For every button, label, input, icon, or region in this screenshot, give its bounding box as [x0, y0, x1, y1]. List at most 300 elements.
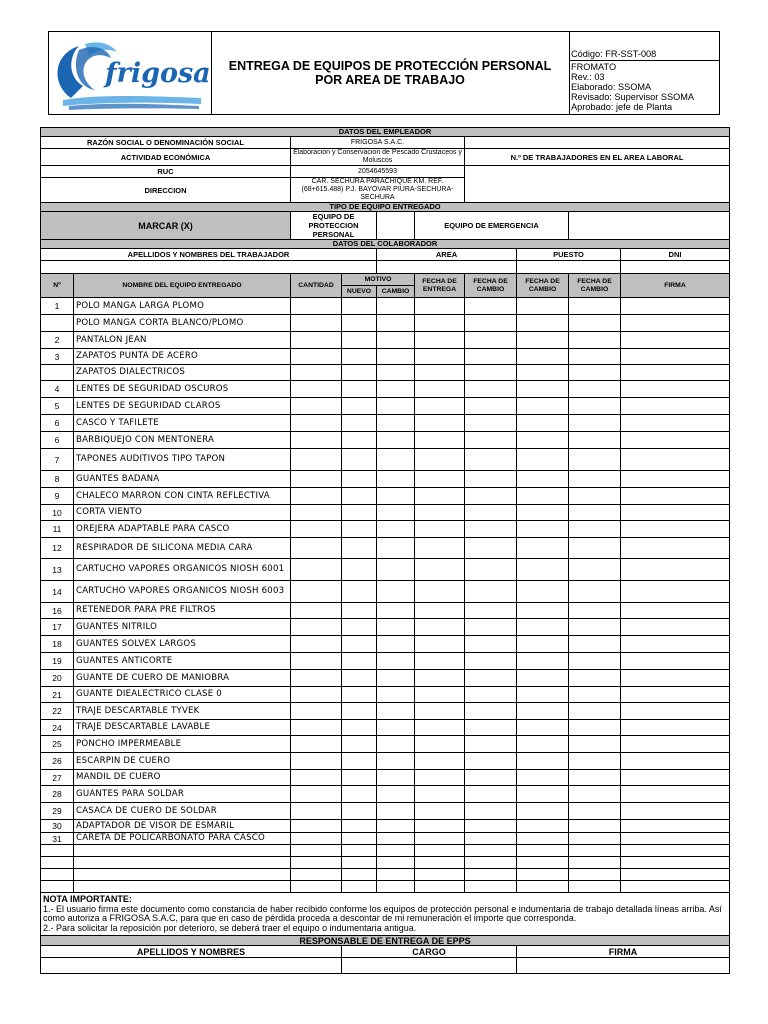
- firma-cell[interactable]: [621, 736, 730, 753]
- epp-form-table: [40, 127, 730, 974]
- fecha-cambio-cell[interactable]: [465, 432, 517, 449]
- fecha-entrega-cell[interactable]: [415, 833, 465, 845]
- cantidad-cell[interactable]: [291, 381, 342, 398]
- cantidad-cell[interactable]: [291, 653, 342, 670]
- col-fecha-entrega: FECHA DE ENTREGA: [415, 274, 465, 298]
- cantidad-cell[interactable]: [291, 488, 342, 505]
- fecha-cambio-cell[interactable]: [465, 619, 517, 636]
- fecha-cambio-cell[interactable]: [465, 753, 517, 770]
- cantidad-cell[interactable]: [291, 720, 342, 736]
- nuevo-cell[interactable]: [342, 365, 377, 381]
- fecha-entrega-cell[interactable]: [415, 720, 465, 736]
- cantidad-cell[interactable]: [291, 603, 342, 619]
- item-name: CARTUCHO VAPORES ORGANICOS NIOSH 6003: [74, 581, 291, 603]
- fecha-cambio-cell[interactable]: [517, 471, 569, 488]
- cantidad-cell[interactable]: [291, 332, 342, 349]
- cantidad-cell[interactable]: [291, 398, 342, 415]
- fecha-cambio-cell[interactable]: [569, 398, 621, 415]
- fecha-cambio-cell[interactable]: [465, 365, 517, 381]
- fecha-cambio-cell[interactable]: [517, 365, 569, 381]
- cantidad-cell[interactable]: [291, 753, 342, 770]
- cambio-cell[interactable]: [377, 703, 415, 720]
- cambio-cell[interactable]: [377, 786, 415, 803]
- cantidad-cell[interactable]: [291, 833, 342, 845]
- firma-cell[interactable]: [621, 753, 730, 770]
- fecha-entrega-cell[interactable]: [415, 488, 465, 505]
- cambio-cell[interactable]: [377, 315, 415, 332]
- cambio-cell[interactable]: [377, 505, 415, 521]
- fecha-cambio-cell[interactable]: [465, 398, 517, 415]
- fecha-entrega-cell[interactable]: [415, 471, 465, 488]
- fecha-cambio-cell[interactable]: [517, 315, 569, 332]
- cantidad-cell[interactable]: [291, 471, 342, 488]
- firma-cell[interactable]: [621, 415, 730, 432]
- cantidad-cell[interactable]: [291, 298, 342, 315]
- fecha-cambio-cell[interactable]: [569, 432, 621, 449]
- table-row: [41, 315, 730, 332]
- fecha-entrega-cell[interactable]: [415, 753, 465, 770]
- fecha-cambio-cell[interactable]: [465, 415, 517, 432]
- nuevo-cell[interactable]: [342, 753, 377, 770]
- cambio-cell[interactable]: [377, 720, 415, 736]
- item-name: RESPIRADOR DE SILICONA MEDIA CARA: [74, 538, 291, 559]
- firma-cell[interactable]: [621, 720, 730, 736]
- fecha-cambio-cell[interactable]: [569, 449, 621, 471]
- fecha-cambio-cell[interactable]: [517, 720, 569, 736]
- fecha-entrega-cell[interactable]: [415, 415, 465, 432]
- firma-cell[interactable]: [621, 349, 730, 365]
- fecha-cambio-cell[interactable]: [517, 449, 569, 471]
- cantidad-cell[interactable]: [291, 786, 342, 803]
- cantidad-cell[interactable]: [291, 415, 342, 432]
- item-number: 9: [41, 488, 74, 505]
- firma-cell[interactable]: [621, 521, 730, 538]
- cantidad-cell[interactable]: [291, 559, 342, 581]
- fecha-cambio-cell[interactable]: [517, 488, 569, 505]
- nuevo-cell[interactable]: [342, 687, 377, 703]
- fecha-cambio-cell[interactable]: [517, 736, 569, 753]
- cambio-cell[interactable]: [377, 770, 415, 786]
- fecha-entrega-cell[interactable]: [415, 670, 465, 687]
- fecha-entrega-cell[interactable]: [415, 803, 465, 820]
- item-name: CASACA DE CUERO DE SOLDAR: [74, 803, 291, 820]
- fecha-entrega-cell[interactable]: [415, 559, 465, 581]
- cambio-cell[interactable]: [377, 559, 415, 581]
- fecha-cambio-cell[interactable]: [517, 619, 569, 636]
- cambio-cell[interactable]: [377, 581, 415, 603]
- fecha-cambio-cell[interactable]: [569, 603, 621, 619]
- nuevo-cell[interactable]: [342, 432, 377, 449]
- fecha-cambio-cell[interactable]: [465, 687, 517, 703]
- fecha-entrega-cell[interactable]: [415, 603, 465, 619]
- cantidad-cell[interactable]: [291, 670, 342, 687]
- resp-apellidos-field[interactable]: [41, 958, 342, 974]
- cantidad-cell[interactable]: [291, 687, 342, 703]
- item-number: [41, 365, 74, 381]
- fecha-entrega-cell[interactable]: [415, 315, 465, 332]
- formato: FROMATO: [571, 62, 617, 72]
- fecha-cambio-cell[interactable]: [569, 521, 621, 538]
- fecha-cambio-cell[interactable]: [465, 581, 517, 603]
- cambio-cell[interactable]: [377, 538, 415, 559]
- firma-cell[interactable]: [621, 488, 730, 505]
- firma-cell[interactable]: [621, 471, 730, 488]
- fecha-cambio-cell[interactable]: [569, 471, 621, 488]
- cantidad-cell[interactable]: [291, 349, 342, 365]
- firma-cell[interactable]: [621, 670, 730, 687]
- cambio-cell[interactable]: [377, 619, 415, 636]
- fecha-cambio-cell[interactable]: [569, 488, 621, 505]
- nuevo-cell[interactable]: [342, 833, 377, 845]
- item-number: 25: [41, 736, 74, 753]
- fecha-cambio-cell[interactable]: [517, 653, 569, 670]
- fecha-cambio-cell[interactable]: [517, 603, 569, 619]
- cantidad-cell[interactable]: [291, 636, 342, 653]
- trabajadores-label: N.º DE TRABAJADORES EN EL AREA LABORAL: [465, 149, 730, 166]
- cambio-cell[interactable]: [377, 349, 415, 365]
- cantidad-cell[interactable]: [291, 703, 342, 720]
- firma-cell[interactable]: [621, 820, 730, 833]
- nuevo-cell[interactable]: [342, 619, 377, 636]
- fecha-cambio-cell[interactable]: [517, 753, 569, 770]
- fecha-entrega-cell[interactable]: [415, 636, 465, 653]
- document-title: [229, 59, 552, 87]
- fecha-cambio-cell[interactable]: [517, 687, 569, 703]
- fecha-cambio-cell[interactable]: [465, 720, 517, 736]
- firma-cell[interactable]: [621, 786, 730, 803]
- fecha-entrega-cell[interactable]: [415, 432, 465, 449]
- fecha-cambio-cell[interactable]: [517, 670, 569, 687]
- nuevo-cell[interactable]: [342, 581, 377, 603]
- cantidad-cell[interactable]: [291, 521, 342, 538]
- cambio-cell[interactable]: [377, 415, 415, 432]
- fecha-cambio-cell[interactable]: [569, 581, 621, 603]
- fecha-cambio-cell[interactable]: [569, 365, 621, 381]
- fecha-cambio-cell[interactable]: [465, 332, 517, 349]
- fecha-cambio-cell[interactable]: [569, 538, 621, 559]
- fecha-cambio-cell[interactable]: [517, 636, 569, 653]
- item-name: OREJERA ADAPTABLE PARA CASCO: [74, 521, 291, 538]
- emergencia-mark-box[interactable]: [569, 212, 730, 240]
- nuevo-cell[interactable]: [342, 471, 377, 488]
- fecha-entrega-cell[interactable]: [415, 820, 465, 833]
- cambio-cell[interactable]: [377, 381, 415, 398]
- cambio-cell[interactable]: [377, 432, 415, 449]
- fecha-cambio-cell[interactable]: [569, 687, 621, 703]
- fecha-cambio-cell[interactable]: [517, 770, 569, 786]
- fecha-cambio-cell[interactable]: [517, 415, 569, 432]
- fecha-cambio-cell[interactable]: [569, 505, 621, 521]
- fecha-cambio-cell[interactable]: [465, 820, 517, 833]
- cantidad-cell[interactable]: [291, 432, 342, 449]
- cantidad-cell[interactable]: [291, 538, 342, 559]
- cambio-cell[interactable]: [377, 803, 415, 820]
- fecha-cambio-cell[interactable]: [569, 720, 621, 736]
- firma-cell[interactable]: [621, 833, 730, 845]
- fecha-cambio-cell[interactable]: [517, 521, 569, 538]
- section-colaborador: DATOS DEL COLABORADOR: [41, 240, 730, 249]
- fecha-cambio-cell[interactable]: [465, 521, 517, 538]
- nuevo-cell[interactable]: [342, 670, 377, 687]
- fecha-cambio-cell[interactable]: [569, 753, 621, 770]
- fecha-cambio-cell[interactable]: [465, 636, 517, 653]
- cambio-cell[interactable]: [377, 332, 415, 349]
- fecha-cambio-cell[interactable]: [465, 298, 517, 315]
- fecha-cambio-cell[interactable]: [569, 298, 621, 315]
- fecha-cambio-cell[interactable]: [465, 471, 517, 488]
- nuevo-cell[interactable]: [342, 521, 377, 538]
- epp-mark-box[interactable]: [377, 212, 415, 240]
- cantidad-cell[interactable]: [291, 820, 342, 833]
- fecha-entrega-cell[interactable]: [415, 687, 465, 703]
- item-number: 3: [41, 349, 74, 365]
- fecha-entrega-cell[interactable]: [415, 332, 465, 349]
- fecha-cambio-cell[interactable]: [465, 488, 517, 505]
- fecha-cambio-cell[interactable]: [465, 653, 517, 670]
- dni-field[interactable]: [621, 261, 730, 274]
- table-row: [41, 471, 730, 488]
- fecha-entrega-cell[interactable]: [415, 398, 465, 415]
- table-row: [41, 365, 730, 381]
- item-number: 6: [41, 415, 74, 432]
- fecha-cambio-cell[interactable]: [569, 415, 621, 432]
- fecha-entrega-cell[interactable]: [415, 365, 465, 381]
- fecha-cambio-cell[interactable]: [569, 803, 621, 820]
- resp-firma-field[interactable]: [517, 958, 730, 974]
- fecha-cambio-cell[interactable]: [517, 505, 569, 521]
- fecha-cambio-cell[interactable]: [465, 770, 517, 786]
- nuevo-cell[interactable]: [342, 381, 377, 398]
- fecha-entrega-cell[interactable]: [415, 449, 465, 471]
- item-number: 21: [41, 687, 74, 703]
- fecha-cambio-cell[interactable]: [465, 736, 517, 753]
- cantidad-cell[interactable]: [291, 581, 342, 603]
- firma-cell[interactable]: [621, 505, 730, 521]
- marcar-label: MARCAR (X): [41, 212, 291, 240]
- fecha-cambio-cell[interactable]: [569, 833, 621, 845]
- fecha-entrega-cell[interactable]: [415, 349, 465, 365]
- fecha-cambio-cell[interactable]: [465, 349, 517, 365]
- fecha-cambio-cell[interactable]: [465, 538, 517, 559]
- fecha-cambio-cell[interactable]: [517, 538, 569, 559]
- fecha-cambio-cell[interactable]: [465, 670, 517, 687]
- fecha-cambio-cell[interactable]: [465, 603, 517, 619]
- fecha-entrega-cell[interactable]: [415, 736, 465, 753]
- cantidad-cell[interactable]: [291, 365, 342, 381]
- nuevo-cell[interactable]: [342, 636, 377, 653]
- firma-cell[interactable]: [621, 770, 730, 786]
- nuevo-cell[interactable]: [342, 736, 377, 753]
- fecha-cambio-cell[interactable]: [569, 653, 621, 670]
- fecha-cambio-cell[interactable]: [569, 820, 621, 833]
- firma-cell[interactable]: [621, 298, 730, 315]
- fecha-entrega-cell[interactable]: [415, 381, 465, 398]
- item-number: 29: [41, 803, 74, 820]
- col-fecha-cambio-3: FECHA DE CAMBIO: [569, 274, 621, 298]
- firma-cell[interactable]: [621, 332, 730, 349]
- fecha-entrega-cell[interactable]: [415, 521, 465, 538]
- firma-cell[interactable]: [621, 581, 730, 603]
- resp-apellidos-label: APELLIDOS Y NOMBRES: [41, 946, 342, 958]
- cambio-cell[interactable]: [377, 753, 415, 770]
- nuevo-cell[interactable]: [342, 298, 377, 315]
- item-name: CASCO Y TAFILETE: [74, 415, 291, 432]
- firma-cell[interactable]: [621, 398, 730, 415]
- fecha-cambio-cell[interactable]: [517, 581, 569, 603]
- cambio-cell[interactable]: [377, 488, 415, 505]
- nuevo-cell[interactable]: [342, 559, 377, 581]
- table-row: [41, 670, 730, 687]
- fecha-cambio-cell[interactable]: [465, 505, 517, 521]
- firma-cell[interactable]: [621, 687, 730, 703]
- fecha-cambio-cell[interactable]: [465, 786, 517, 803]
- cantidad-cell[interactable]: [291, 770, 342, 786]
- fecha-cambio-cell[interactable]: [569, 736, 621, 753]
- fecha-entrega-cell[interactable]: [415, 538, 465, 559]
- fecha-cambio-cell[interactable]: [569, 349, 621, 365]
- nuevo-cell[interactable]: [342, 349, 377, 365]
- trabajadores-value[interactable]: [465, 166, 730, 203]
- cantidad-cell[interactable]: [291, 315, 342, 332]
- nuevo-cell[interactable]: [342, 653, 377, 670]
- fecha-cambio-cell[interactable]: [517, 786, 569, 803]
- firma-cell[interactable]: [621, 603, 730, 619]
- cambio-cell[interactable]: [377, 636, 415, 653]
- firma-cell[interactable]: [621, 653, 730, 670]
- table-row: [41, 332, 730, 349]
- fecha-cambio-cell[interactable]: [569, 559, 621, 581]
- cambio-cell[interactable]: [377, 670, 415, 687]
- fecha-cambio-cell[interactable]: [517, 559, 569, 581]
- nuevo-cell[interactable]: [342, 703, 377, 720]
- fecha-cambio-cell[interactable]: [517, 398, 569, 415]
- nuevo-cell[interactable]: [342, 332, 377, 349]
- fecha-entrega-cell[interactable]: [415, 770, 465, 786]
- cantidad-cell[interactable]: [291, 619, 342, 636]
- cambio-cell[interactable]: [377, 653, 415, 670]
- fecha-entrega-cell[interactable]: [415, 703, 465, 720]
- firma-cell[interactable]: [621, 449, 730, 471]
- fecha-cambio-cell[interactable]: [569, 381, 621, 398]
- cambio-cell[interactable]: [377, 736, 415, 753]
- fecha-cambio-cell[interactable]: [517, 432, 569, 449]
- firma-cell[interactable]: [621, 381, 730, 398]
- fecha-cambio-cell[interactable]: [465, 449, 517, 471]
- fecha-cambio-cell[interactable]: [569, 315, 621, 332]
- fecha-cambio-cell[interactable]: [517, 833, 569, 845]
- firma-cell[interactable]: [621, 703, 730, 720]
- fecha-cambio-cell[interactable]: [465, 833, 517, 845]
- nota-title: NOTA IMPORTANTE:: [43, 894, 132, 904]
- nuevo-cell[interactable]: [342, 449, 377, 471]
- nuevo-cell[interactable]: [342, 770, 377, 786]
- puesto-field[interactable]: [517, 261, 621, 274]
- fecha-cambio-cell[interactable]: [517, 298, 569, 315]
- fecha-cambio-cell[interactable]: [517, 703, 569, 720]
- item-number: 7: [41, 449, 74, 471]
- fecha-entrega-cell[interactable]: [415, 619, 465, 636]
- cantidad-cell[interactable]: [291, 736, 342, 753]
- apellidos-trabajador-field[interactable]: [41, 261, 377, 274]
- fecha-cambio-cell[interactable]: [465, 381, 517, 398]
- fecha-cambio-cell[interactable]: [569, 332, 621, 349]
- area-field[interactable]: [377, 261, 517, 274]
- nuevo-cell[interactable]: [342, 398, 377, 415]
- fecha-cambio-cell[interactable]: [465, 315, 517, 332]
- nuevo-cell[interactable]: [342, 488, 377, 505]
- nuevo-cell[interactable]: [342, 505, 377, 521]
- cambio-cell[interactable]: [377, 603, 415, 619]
- cambio-cell[interactable]: [377, 687, 415, 703]
- cambio-cell[interactable]: [377, 820, 415, 833]
- fecha-cambio-cell[interactable]: [465, 703, 517, 720]
- nuevo-cell[interactable]: [342, 603, 377, 619]
- cantidad-cell[interactable]: [291, 803, 342, 820]
- firma-cell[interactable]: [621, 636, 730, 653]
- cantidad-cell[interactable]: [291, 505, 342, 521]
- fecha-cambio-cell[interactable]: [569, 636, 621, 653]
- fecha-entrega-cell[interactable]: [415, 505, 465, 521]
- firma-cell[interactable]: [621, 803, 730, 820]
- dni-label: DNI: [621, 249, 730, 261]
- firma-cell[interactable]: [621, 432, 730, 449]
- nuevo-cell[interactable]: [342, 538, 377, 559]
- fecha-cambio-cell[interactable]: [465, 559, 517, 581]
- item-name: CARETA DE POLICARBONATO PARA CASCO: [74, 833, 291, 845]
- firma-cell[interactable]: [621, 619, 730, 636]
- fecha-cambio-cell[interactable]: [569, 619, 621, 636]
- item-name: ZAPATOS PUNTA DE ACERO: [74, 349, 291, 365]
- cambio-cell[interactable]: [377, 298, 415, 315]
- firma-cell[interactable]: [621, 315, 730, 332]
- nuevo-cell[interactable]: [342, 415, 377, 432]
- fecha-entrega-cell[interactable]: [415, 581, 465, 603]
- fecha-entrega-cell[interactable]: [415, 298, 465, 315]
- fecha-cambio-cell[interactable]: [569, 786, 621, 803]
- nuevo-cell[interactable]: [342, 720, 377, 736]
- nuevo-cell[interactable]: [342, 820, 377, 833]
- direccion-label: DIRECCION: [41, 178, 291, 203]
- ruc-value: 2054645593: [291, 166, 465, 178]
- fecha-cambio-cell[interactable]: [517, 803, 569, 820]
- fecha-cambio-cell[interactable]: [517, 349, 569, 365]
- nuevo-cell[interactable]: [342, 803, 377, 820]
- fecha-cambio-cell[interactable]: [517, 820, 569, 833]
- nuevo-cell[interactable]: [342, 315, 377, 332]
- resp-cargo-field[interactable]: [342, 958, 517, 974]
- item-number: 14: [41, 581, 74, 603]
- nuevo-cell[interactable]: [342, 786, 377, 803]
- fecha-cambio-cell[interactable]: [517, 332, 569, 349]
- fecha-entrega-cell[interactable]: [415, 786, 465, 803]
- fecha-cambio-cell[interactable]: [569, 670, 621, 687]
- cambio-cell[interactable]: [377, 833, 415, 845]
- firma-cell[interactable]: [621, 559, 730, 581]
- cambio-cell[interactable]: [377, 365, 415, 381]
- cambio-cell[interactable]: [377, 521, 415, 538]
- cambio-cell[interactable]: [377, 398, 415, 415]
- fecha-cambio-cell[interactable]: [569, 770, 621, 786]
- firma-cell[interactable]: [621, 538, 730, 559]
- cantidad-cell[interactable]: [291, 449, 342, 471]
- cambio-cell[interactable]: [377, 449, 415, 471]
- firma-cell[interactable]: [621, 365, 730, 381]
- fecha-cambio-cell[interactable]: [517, 381, 569, 398]
- cambio-cell[interactable]: [377, 471, 415, 488]
- fecha-entrega-cell[interactable]: [415, 653, 465, 670]
- fecha-cambio-cell[interactable]: [569, 703, 621, 720]
- fecha-cambio-cell[interactable]: [465, 803, 517, 820]
